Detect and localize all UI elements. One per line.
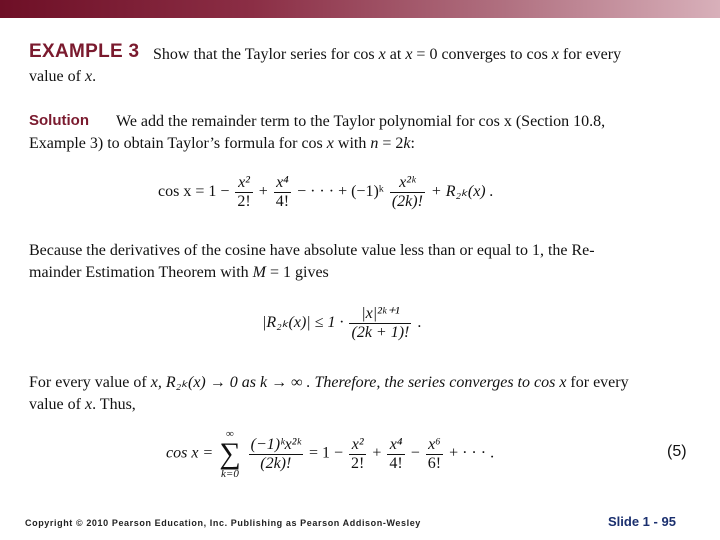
top-color-bar: [0, 0, 720, 18]
solution-label: Solution: [29, 112, 89, 129]
fraction: $\frac{\text{x⁶}}{6!}$: [427, 435, 442, 472]
fraction: $\frac{\text{x²}}{2!}$: [237, 174, 251, 210]
example-label: EXAMPLE 3: [29, 41, 140, 62]
paragraph-3-line-2: value of x. Thus,: [29, 396, 136, 413]
fraction: $\frac{\text{x²ᵏ}}{(2k)!}$: [391, 174, 423, 210]
equation-number: (5): [667, 443, 687, 460]
fraction: $\frac{\text{|x|²ᵏ⁺¹}}{(2k + 1)!}$: [351, 305, 410, 341]
paragraph-2-line-1: Because the derivatives of the cosine have absolute value less than or equal to 1, the Re-: [29, 242, 595, 259]
paragraph-3-line-1: For every value of x, R₂ₖ(x) → 0 as k → ∞ . Therefore, the series converges to cos x for every: [29, 374, 629, 391]
fraction: $\frac{\text{(−1)ᵏx²ᵏ}}{(2k)!}$: [250, 435, 301, 472]
fraction: $\frac{\text{x⁴}}{4!}$: [389, 435, 403, 472]
paragraph-2-line-2: mainder Estimation Theorem with M = 1 gives: [29, 264, 329, 281]
solution-line-1: We add the remainder term to the Taylor polynomial for cos x (Section 10.8,: [116, 113, 606, 130]
cosine-series-equation: cos x = ∞ ∑ k=0 $\frac{\text{(−1)ᵏx²ᵏ}}{(2k)!}$ = 1 − $\frac{\text{x²}}{2!}$ + $\frac{\text{x⁴}}{4!}$ − $\frac{\text{x⁶}}{6!}$ + · · · .: [166, 428, 495, 480]
summation-symbol: ∞ ∑ k=0: [219, 428, 241, 480]
slide-number: Slide 1 - 95: [608, 514, 676, 529]
fraction: $\frac{\text{x⁴}}{4!}$: [275, 174, 290, 210]
taylor-formula-equation: cos x = 1 − $\frac{\text{x²}}{2!}$ + $\frac{\text{x⁴}}{4!}$ − · · · + (−1)ᵏ $\frac{\text{x²ᵏ}}{(2k)!}$ + R₂ₖ(x) .: [158, 174, 494, 210]
problem-line-1: Show that the Taylor series for cos x at x = 0 converges to cos x for every: [153, 46, 622, 63]
copyright-footer: Copyright © 2010 Pearson Education, Inc. Publishing as Pearson Addison-Wesley: [25, 518, 421, 528]
fraction: $\frac{\text{x²}}{2!}$: [351, 435, 365, 472]
solution-line-2: Example 3) to obtain Taylor’s formula for cos x with n = 2k:: [29, 135, 415, 152]
remainder-bound-equation: |R₂ₖ(x)| ≤ 1 · $\frac{\text{|x|²ᵏ⁺¹}}{(2k + 1)!}$ .: [262, 305, 422, 341]
problem-line-2: value of x.: [29, 68, 97, 85]
